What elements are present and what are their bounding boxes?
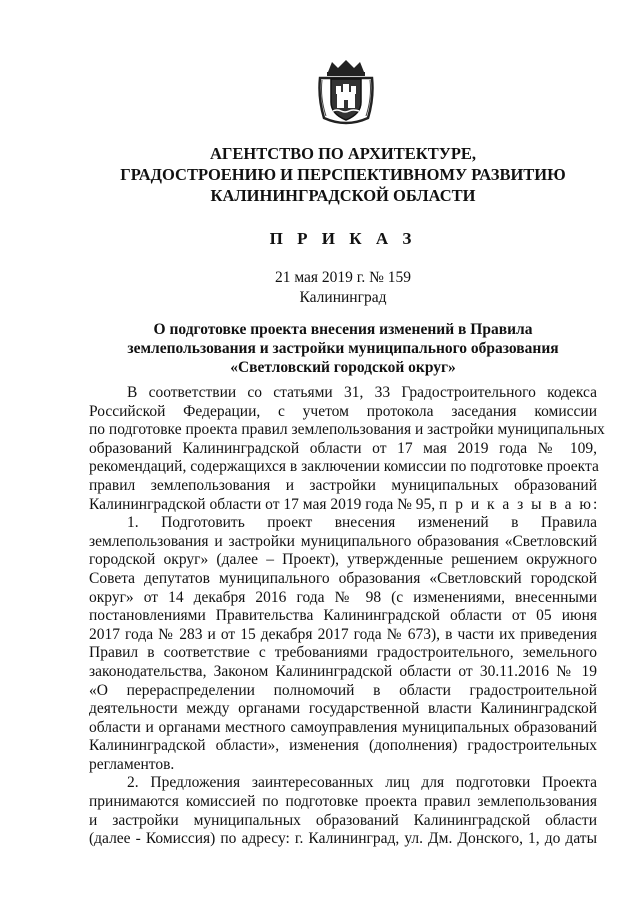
body-line: В соответствии со статьями 31, 33 Градостроительного кодекса (127, 384, 597, 401)
document-body (89, 384, 605, 849)
coat-of-arms-emblem (316, 58, 376, 128)
body-line: 2. Предложения заинтересованных лиц для подготовки Проекта (127, 774, 597, 792)
agency-name-line: КАЛИНИНГРАДСКОЙ ОБЛАСТИ (210, 186, 476, 205)
body-line: правил землепользования и застройки муниципальных образований (89, 476, 597, 494)
body-line: 1. Подготовить проект внесения изменений в Правила (127, 514, 597, 532)
body-line: (далее - Комиссия) по адресу: г. Калининград, ул. Дм. Донского, 1, до даты (89, 830, 597, 848)
body-line: 2017 года № 283 и от 15 декабря 2017 года № 673), в части их приведения (89, 625, 597, 643)
body-line: городской округ» (далее – Проект), утвержденные решением окружного (89, 551, 597, 569)
body-line: Российской Федерации, с учетом протокола заседания комиссии (89, 402, 597, 420)
body-line: «О перераспределении полномочий в области градостроительной (89, 681, 597, 699)
body-line: рекомендаций, содержащихся в заключении комиссии по подготовке проекта (89, 458, 599, 476)
document-city: Калининград (299, 289, 387, 306)
agency-name-line: АГЕНТСТВО ПО АРХИТЕКТУРЕ, (209, 144, 477, 163)
document-type-heading: П Р И К А З (269, 229, 417, 248)
body-line: законодательства, Законом Калининградской области от 30.11.2016 № 19 (89, 662, 597, 680)
document-meta (60, 268, 626, 308)
document-subject (60, 320, 626, 377)
body-line: постановлениями Правительства Калининградской области от 05 июня (89, 607, 597, 625)
subject-line: землепользования и застройки муниципального образования (127, 340, 559, 357)
subject-line: «Светловский городской округ» (230, 359, 456, 376)
subject-line: О подготовке проекта внесения изменений в Правила (153, 321, 533, 338)
body-line: Калининградской области», изменения (дополнения) градостроительных (89, 737, 597, 755)
agency-name (60, 143, 626, 206)
agency-name-line: ГРАДОСТРОЕНИЮ И ПЕРСПЕКТИВНОМУ РАЗВИТИЮ (120, 165, 566, 184)
body-line: Правил в соответствие с требованиями градостроительного, земельного (89, 644, 597, 662)
body-line: Совета депутатов муниципального образования «Светловский городской (89, 569, 597, 587)
body-line: деятельности между органами государственной власти Калининградской (89, 700, 597, 718)
body-line: регламентов. (89, 755, 175, 773)
order-word: п р и к а з ы в а ю: (439, 495, 600, 513)
body-line: и застройки муниципальных образований Калининградской области (89, 811, 597, 829)
body-line: области и органами местного самоуправления муниципальных образований (89, 718, 597, 736)
body-line (89, 495, 600, 515)
body-line: землепользования и застройки муниципального образования «Светловский (89, 532, 597, 550)
body-line: округ» от 14 декабря 2016 года № 98 (с изменениями, внесенными (89, 588, 597, 606)
body-line: образований Калининградской области от 17 мая 2019 года № 109, (89, 439, 597, 457)
body-line: принимаются комиссией по подготовке проекта правил землепользования (89, 793, 597, 811)
body-line: по подготовке проекта правил землепользования и застройки муниципальных (89, 421, 605, 439)
document-date-number: 21 мая 2019 г. № 159 (274, 269, 412, 286)
preamble-last-text: Калининградской области от 17 мая 2019 года № 95, (89, 495, 436, 513)
